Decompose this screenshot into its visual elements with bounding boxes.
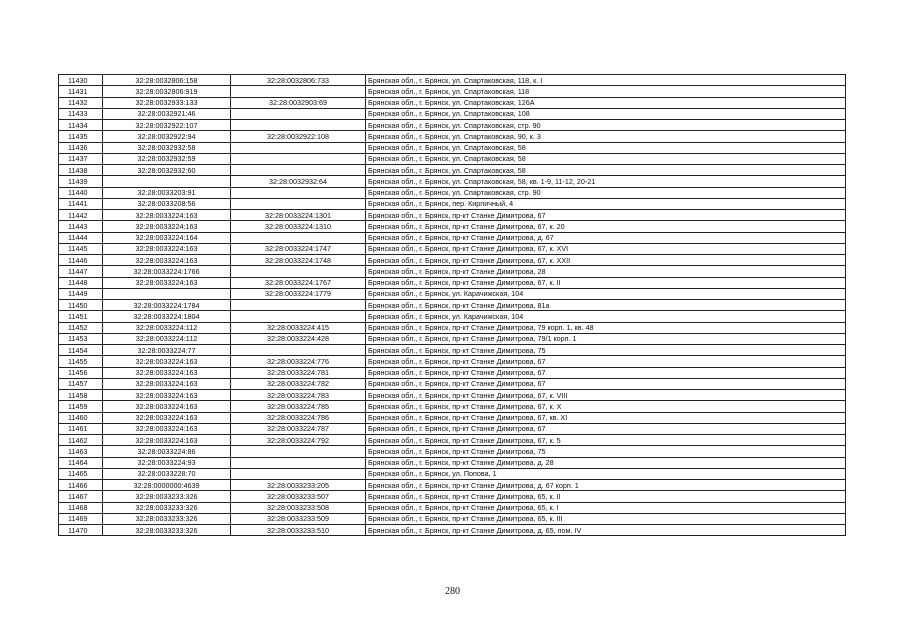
land-cadastral-number-cell: 32:28:0033224:163 <box>103 255 231 266</box>
land-cadastral-number-cell: 32:28:0033224:163 <box>103 423 231 434</box>
land-cadastral-number-cell <box>103 176 231 187</box>
table-row <box>59 502 846 513</box>
land-cadastral-number-cell: 32:28:0032806:158 <box>103 75 231 86</box>
land-cadastral-number-cell: 32:28:0033233:326 <box>103 525 231 536</box>
table-row <box>59 108 846 119</box>
address-cell: Брянская обл., г. Брянск, ул. Карачижская, 104 <box>366 288 846 299</box>
record-number-cell: 11431 <box>59 86 103 97</box>
address-cell: Брянская обл., г. Брянск, пр-кт Станке Димитрова, 67 <box>366 423 846 434</box>
land-cadastral-number-cell: 32:28:0033224:112 <box>103 322 231 333</box>
land-cadastral-number-cell: 32:28:0032921:46 <box>103 108 231 119</box>
record-number-cell: 11464 <box>59 457 103 468</box>
table-row <box>59 75 846 86</box>
land-cadastral-number-cell: 32:28:0032806:919 <box>103 86 231 97</box>
table-row <box>59 243 846 254</box>
object-cadastral-number-cell: 32:28:0033224:428 <box>231 333 366 344</box>
land-cadastral-number-cell: 32:28:0033224:77 <box>103 345 231 356</box>
address-cell: Брянская обл., г. Брянск, пр-кт Станке Димитрова, 67, к. XXII <box>366 255 846 266</box>
record-number-cell: 11466 <box>59 480 103 491</box>
address-cell: Брянская обл., г. Брянск, ул. Спартаковская, 58 <box>366 165 846 176</box>
table-row <box>59 97 846 108</box>
address-cell: Брянская обл., г. Брянск, пр-кт Станке Димитрова, д. 28 <box>366 457 846 468</box>
table-row <box>59 457 846 468</box>
land-cadastral-number-cell: 32:28:0033233:326 <box>103 513 231 524</box>
table-row <box>59 480 846 491</box>
land-cadastral-number-cell: 32:28:0032922:107 <box>103 120 231 131</box>
object-cadastral-number-cell <box>231 187 366 198</box>
land-cadastral-number-cell: 32:28:0032922:94 <box>103 131 231 142</box>
address-cell: Брянская обл., г. Брянск, пр-кт Станке Димитрова, 67, кв. XI <box>366 412 846 423</box>
record-number-cell: 11448 <box>59 277 103 288</box>
land-cadastral-number-cell: 32:28:0033203:91 <box>103 187 231 198</box>
address-cell: Брянская обл., г. Брянск, ул. Спартаковская, стр. 90 <box>366 120 846 131</box>
table-row <box>59 345 846 356</box>
object-cadastral-number-cell <box>231 311 366 322</box>
land-cadastral-number-cell: 32:28:0033224:163 <box>103 412 231 423</box>
land-cadastral-number-cell: 32:28:0033224:163 <box>103 210 231 221</box>
address-cell: Брянская обл., г. Брянск, ул. Спартаковская, 108 <box>366 108 846 119</box>
object-cadastral-number-cell: 32:28:0033233:509 <box>231 513 366 524</box>
object-cadastral-number-cell: 32:28:0033224:782 <box>231 378 366 389</box>
land-cadastral-number-cell: 32:28:0000000:4639 <box>103 480 231 491</box>
object-cadastral-number-cell <box>231 232 366 243</box>
table-row <box>59 266 846 277</box>
record-number-cell: 11444 <box>59 232 103 243</box>
object-cadastral-number-cell <box>231 108 366 119</box>
record-number-cell: 11469 <box>59 513 103 524</box>
land-cadastral-number-cell: 32:28:0033224:164 <box>103 232 231 243</box>
object-cadastral-number-cell <box>231 457 366 468</box>
record-number-cell: 11440 <box>59 187 103 198</box>
record-number-cell: 11470 <box>59 525 103 536</box>
address-cell: Брянская обл., г. Брянск, пр-кт Станке Димитрова, 67, к. XVI <box>366 243 846 254</box>
record-number-cell: 11453 <box>59 333 103 344</box>
object-cadastral-number-cell: 32:28:0033224:786 <box>231 412 366 423</box>
land-cadastral-number-cell: 32:28:0033224:163 <box>103 356 231 367</box>
record-number-cell: 11442 <box>59 210 103 221</box>
object-cadastral-number-cell: 32:28:0033224:785 <box>231 401 366 412</box>
object-cadastral-number-cell <box>231 120 366 131</box>
record-number-cell: 11451 <box>59 311 103 322</box>
land-cadastral-number-cell <box>103 288 231 299</box>
record-number-cell: 11435 <box>59 131 103 142</box>
object-cadastral-number-cell: 32:28:0033224:1767 <box>231 277 366 288</box>
table-row <box>59 187 846 198</box>
table-row <box>59 165 846 176</box>
address-cell: Брянская обл., г. Брянск, ул. Спартаковская, 126А <box>366 97 846 108</box>
address-cell: Брянская обл., г. Брянск, пр-кт Станке Димитрова, 75 <box>366 345 846 356</box>
record-number-cell: 11443 <box>59 221 103 232</box>
record-number-cell: 11433 <box>59 108 103 119</box>
land-cadastral-number-cell: 32:28:0033224:86 <box>103 446 231 457</box>
address-cell: Брянская обл., г. Брянск, пр-кт Станке Димитрова, 67, к. 20 <box>366 221 846 232</box>
record-number-cell: 11447 <box>59 266 103 277</box>
table-row <box>59 333 846 344</box>
address-cell: Брянская обл., г. Брянск, пр-кт Станке Димитрова, 67, к. VIII <box>366 390 846 401</box>
object-cadastral-number-cell: 32:28:0033224:792 <box>231 435 366 446</box>
address-cell: Брянская обл., г. Брянск, ул. Спартаковская, 118 <box>366 86 846 97</box>
object-cadastral-number-cell: 32:28:0033224:1748 <box>231 255 366 266</box>
land-cadastral-number-cell: 32:28:0033224:93 <box>103 457 231 468</box>
record-number-cell: 11467 <box>59 491 103 502</box>
object-cadastral-number-cell: 32:28:0033224:776 <box>231 356 366 367</box>
table-row <box>59 468 846 479</box>
object-cadastral-number-cell: 32:28:0033233:507 <box>231 491 366 502</box>
page-number: 280 <box>445 586 460 597</box>
table-row <box>59 423 846 434</box>
object-cadastral-number-cell <box>231 86 366 97</box>
table-row <box>59 131 846 142</box>
table-row <box>59 322 846 333</box>
land-cadastral-number-cell: 32:28:0033228:70 <box>103 468 231 479</box>
address-cell: Брянская обл., г. Брянск, ул. Спартаковская, 58, кв. 1-9, 11-12, 20-21 <box>366 176 846 187</box>
record-number-cell: 11463 <box>59 446 103 457</box>
land-cadastral-number-cell: 32:28:0033224:112 <box>103 333 231 344</box>
table-row <box>59 176 846 187</box>
table-row <box>59 221 846 232</box>
address-cell: Брянская обл., г. Брянск, пр-кт Станке Димитрова, 67 <box>366 367 846 378</box>
object-cadastral-number-cell: 32:28:0033233:508 <box>231 502 366 513</box>
record-number-cell: 11462 <box>59 435 103 446</box>
record-number-cell: 11432 <box>59 97 103 108</box>
object-cadastral-number-cell: 32:28:0033224:1747 <box>231 243 366 254</box>
record-number-cell: 11437 <box>59 153 103 164</box>
address-cell: Брянская обл., г. Брянск, пр-кт Станке Димитрова, 65, к. I <box>366 502 846 513</box>
address-cell: Брянская обл., г. Брянск, пр-кт Станке Димитрова, 65, к. II <box>366 491 846 502</box>
object-cadastral-number-cell: 32:28:0033224:783 <box>231 390 366 401</box>
land-cadastral-number-cell: 32:28:0033224:163 <box>103 221 231 232</box>
land-cadastral-number-cell: 32:28:0033208:56 <box>103 198 231 209</box>
address-cell: Брянская обл., г. Брянск, пр-кт Станке Димитрова, 67 <box>366 356 846 367</box>
table-row <box>59 288 846 299</box>
table-row <box>59 401 846 412</box>
record-number-cell: 11449 <box>59 288 103 299</box>
land-cadastral-number-cell: 32:28:0032933:133 <box>103 97 231 108</box>
table-row <box>59 311 846 322</box>
address-cell: Брянская обл., г. Брянск, пр-кт Станке Димитрова, д. 67 <box>366 232 846 243</box>
table-row <box>59 378 846 389</box>
object-cadastral-number-cell <box>231 165 366 176</box>
record-number-cell: 11438 <box>59 165 103 176</box>
record-number-cell: 11455 <box>59 356 103 367</box>
land-cadastral-number-cell: 32:28:0033224:163 <box>103 435 231 446</box>
address-cell: Брянская обл., г. Брянск, ул. Спартаковская, 118, к. I <box>366 75 846 86</box>
land-cadastral-number-cell: 32:28:0032932:59 <box>103 153 231 164</box>
land-cadastral-number-cell: 32:28:0033224:163 <box>103 378 231 389</box>
land-cadastral-number-cell: 32:28:0032932:60 <box>103 165 231 176</box>
record-number-cell: 11439 <box>59 176 103 187</box>
record-number-cell: 11458 <box>59 390 103 401</box>
address-cell: Брянская обл., г. Брянск, пр-кт Станке Димитрова, 65, к. III <box>366 513 846 524</box>
land-cadastral-number-cell: 32:28:0032932:58 <box>103 142 231 153</box>
record-number-cell: 11468 <box>59 502 103 513</box>
table-row <box>59 525 846 536</box>
object-cadastral-number-cell <box>231 142 366 153</box>
table-row <box>59 390 846 401</box>
record-number-cell: 11441 <box>59 198 103 209</box>
object-cadastral-number-cell <box>231 468 366 479</box>
table-row <box>59 491 846 502</box>
address-cell: Брянская обл., г. Брянск, пр-кт Станке Димитрова, 79 корп. 1, кв. 48 <box>366 322 846 333</box>
record-number-cell: 11446 <box>59 255 103 266</box>
object-cadastral-number-cell: 32:28:0032922:108 <box>231 131 366 142</box>
table-row <box>59 513 846 524</box>
address-cell: Брянская обл., г. Брянск, пр-кт Станке Димитрова, 67, к. X <box>366 401 846 412</box>
table-row <box>59 120 846 131</box>
address-cell: Брянская обл., г. Брянск, пр-кт Станке Димитрова, 67, к. 5 <box>366 435 846 446</box>
object-cadastral-number-cell: 32:28:0033224:1301 <box>231 210 366 221</box>
record-number-cell: 11450 <box>59 300 103 311</box>
record-number-cell: 11461 <box>59 423 103 434</box>
land-cadastral-number-cell: 32:28:0033224:1804 <box>103 311 231 322</box>
record-number-cell: 11436 <box>59 142 103 153</box>
record-number-cell: 11465 <box>59 468 103 479</box>
object-cadastral-number-cell <box>231 300 366 311</box>
address-cell: Брянская обл., г. Брянск, пр-кт Станке Димитрова, д. 65, пом. IV <box>366 525 846 536</box>
record-number-cell: 11459 <box>59 401 103 412</box>
table-row <box>59 142 846 153</box>
table-row <box>59 356 846 367</box>
object-cadastral-number-cell: 32:28:0033224:415 <box>231 322 366 333</box>
object-cadastral-number-cell: 32:28:0033224:787 <box>231 423 366 434</box>
land-cadastral-number-cell: 32:28:0033224:163 <box>103 277 231 288</box>
address-cell: Брянская обл., г. Брянск, ул. Спартаковская, 90, к. 3 <box>366 131 846 142</box>
object-cadastral-number-cell: 32:28:0033224:781 <box>231 367 366 378</box>
record-number-cell: 11434 <box>59 120 103 131</box>
address-cell: Брянская обл., г. Брянск, пр-кт Станке Димитрова, 67, к. II <box>366 277 846 288</box>
table-row <box>59 446 846 457</box>
address-cell: Брянская обл., г. Брянск, пер. Кирпичный, 4 <box>366 198 846 209</box>
object-cadastral-number-cell: 32:28:0032806:733 <box>231 75 366 86</box>
record-number-cell: 11456 <box>59 367 103 378</box>
object-cadastral-number-cell <box>231 345 366 356</box>
object-cadastral-number-cell <box>231 266 366 277</box>
address-cell: Брянская обл., г. Брянск, пр-кт Станке Димитрова, 67 <box>366 210 846 221</box>
land-cadastral-number-cell: 32:28:0033233:326 <box>103 502 231 513</box>
object-cadastral-number-cell: 32:28:0033233:510 <box>231 525 366 536</box>
table-row <box>59 435 846 446</box>
record-number-cell: 11460 <box>59 412 103 423</box>
land-cadastral-number-cell: 32:28:0033224:1766 <box>103 266 231 277</box>
land-cadastral-number-cell: 32:28:0033224:163 <box>103 243 231 254</box>
address-cell: Брянская обл., г. Брянск, пр-кт Станке Димитрова, д. 67 корп. 1 <box>366 480 846 491</box>
registry-table <box>58 74 846 536</box>
address-cell: Брянская обл., г. Брянск, пр-кт Станке Димитрова, 67 <box>366 378 846 389</box>
table-row <box>59 277 846 288</box>
object-cadastral-number-cell: 32:28:0033224:1310 <box>231 221 366 232</box>
object-cadastral-number-cell <box>231 446 366 457</box>
address-cell: Брянская обл., г. Брянск, пр-кт Станке Димитрова, 81а <box>366 300 846 311</box>
table-row <box>59 367 846 378</box>
address-cell: Брянская обл., г. Брянск, пр-кт Станке Димитрова, 79/1 корп. 1 <box>366 333 846 344</box>
object-cadastral-number-cell <box>231 198 366 209</box>
table-row <box>59 198 846 209</box>
table-row <box>59 153 846 164</box>
address-cell: Брянская обл., г. Брянск, пр-кт Станке Димитрова, 75 <box>366 446 846 457</box>
land-cadastral-number-cell: 32:28:0033224:163 <box>103 401 231 412</box>
record-number-cell: 11452 <box>59 322 103 333</box>
table-row <box>59 412 846 423</box>
address-cell: Брянская обл., г. Брянск, ул. Спартаковская, 58 <box>366 153 846 164</box>
table-row <box>59 210 846 221</box>
land-cadastral-number-cell: 32:28:0033224:163 <box>103 367 231 378</box>
object-cadastral-number-cell: 32:28:0033233:205 <box>231 480 366 491</box>
object-cadastral-number-cell <box>231 153 366 164</box>
land-cadastral-number-cell: 32:28:0033224:163 <box>103 390 231 401</box>
address-cell: Брянская обл., г. Брянск, пр-кт Станке Димитрова, 28 <box>366 266 846 277</box>
table-row <box>59 232 846 243</box>
record-number-cell: 11430 <box>59 75 103 86</box>
address-cell: Брянская обл., г. Брянск, ул. Спартаковская, 58 <box>366 142 846 153</box>
registry-table-body <box>59 75 846 536</box>
land-cadastral-number-cell: 32:28:0033224:1784 <box>103 300 231 311</box>
land-cadastral-number-cell: 32:28:0033233:326 <box>103 491 231 502</box>
record-number-cell: 11445 <box>59 243 103 254</box>
table-row <box>59 300 846 311</box>
object-cadastral-number-cell: 32:28:0033224:1779 <box>231 288 366 299</box>
record-number-cell: 11454 <box>59 345 103 356</box>
record-number-cell: 11457 <box>59 378 103 389</box>
table-row <box>59 86 846 97</box>
table-row <box>59 255 846 266</box>
object-cadastral-number-cell: 32:28:0032903:69 <box>231 97 366 108</box>
object-cadastral-number-cell: 32:28:0032932:64 <box>231 176 366 187</box>
address-cell: Брянская обл., г. Брянск, ул. Попова, 1 <box>366 468 846 479</box>
address-cell: Брянская обл., г. Брянск, ул. Карачижская, 104 <box>366 311 846 322</box>
address-cell: Брянская обл., г. Брянск, ул. Спартаковская, стр. 90 <box>366 187 846 198</box>
